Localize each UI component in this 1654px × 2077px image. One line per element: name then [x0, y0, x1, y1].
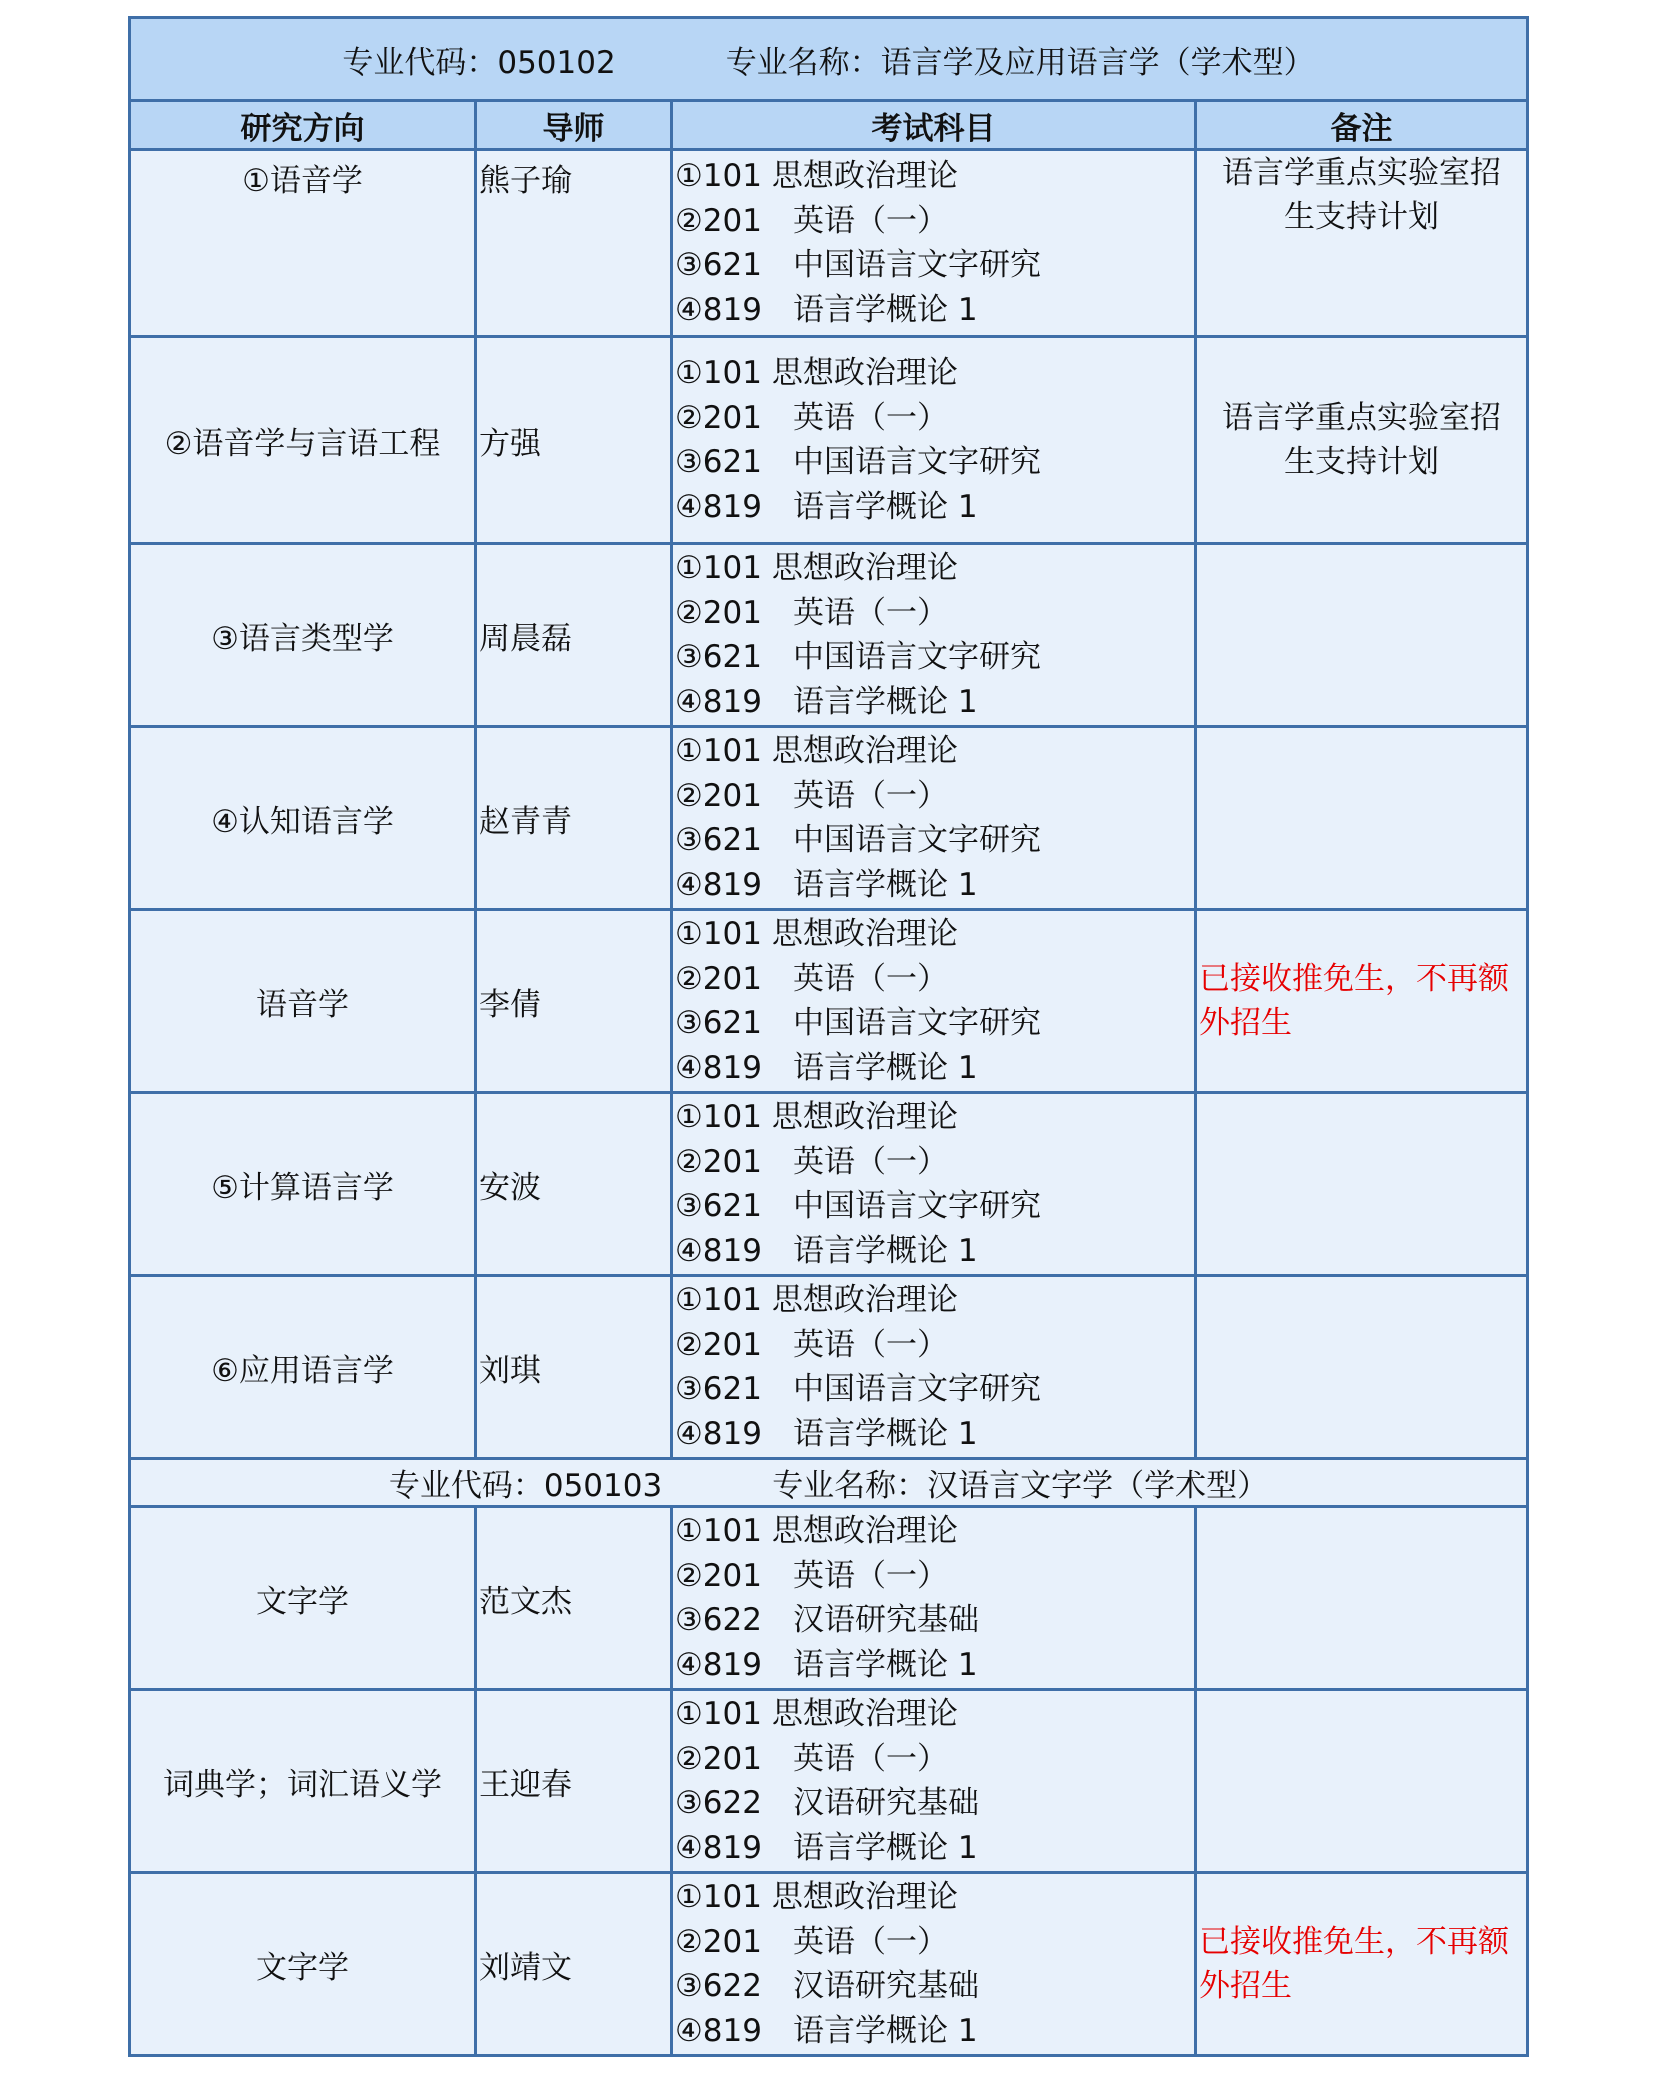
research-direction: ⑥应用语言学 — [130, 1276, 476, 1459]
research-direction: 语音学 — [130, 910, 476, 1093]
major-code: 专业代码：050102 — [342, 44, 616, 81]
table-row — [130, 150, 1528, 337]
exam-subject-item: ④819 语言学概论 1 — [675, 1646, 978, 1683]
table-row — [130, 544, 1528, 727]
exam-subjects — [672, 544, 1196, 727]
major-header-050103 — [130, 1459, 1528, 1507]
exam-subject-item: ①101 思想政治理论 — [675, 355, 958, 391]
tutor-name: 刘琪 — [476, 1276, 672, 1459]
table-row — [130, 727, 1528, 910]
research-direction: ②语音学与言语工程 — [130, 337, 476, 544]
exam-subjects — [672, 727, 1196, 910]
major-header-050102 — [130, 18, 1528, 101]
tutor-name: 熊子瑜 — [476, 150, 672, 337]
exam-subject-item: ①101 思想政治理论 — [675, 158, 958, 194]
admissions-table — [128, 16, 1529, 2057]
remark — [1196, 1873, 1528, 2056]
exam-subject-item: ②201 英语（一） — [675, 594, 948, 631]
table-row — [130, 1873, 1528, 2056]
exam-subjects — [672, 337, 1196, 544]
exam-subject-item: ④819 语言学概论 1 — [675, 1232, 978, 1269]
exam-subject-item: ②201 英语（一） — [675, 1923, 948, 1960]
major-code: 专业代码：050103 — [388, 1468, 663, 1504]
research-direction: ⑤计算语言学 — [130, 1093, 476, 1276]
table-row — [130, 1276, 1528, 1459]
exam-subject-item: ③621 中国语言文字研究 — [675, 444, 1041, 480]
column-header-subjects: 考试科目 — [672, 101, 1196, 150]
exam-subject-item: ②201 英语（一） — [675, 1557, 948, 1594]
exam-subject-item: ④819 语言学概论 1 — [675, 866, 978, 903]
major-name: 专业名称：语言学及应用语言学（学术型） — [725, 44, 1315, 81]
column-header-tutor: 导师 — [476, 101, 672, 150]
exam-subject-item: ②201 英语（一） — [675, 399, 948, 436]
exam-subject-item: ①101 思想政治理论 — [675, 1696, 958, 1732]
exam-subject-item: ④819 语言学概论 1 — [675, 1829, 978, 1866]
exam-subject-item: ③621 中国语言文字研究 — [675, 1005, 1041, 1041]
exam-subjects — [672, 1276, 1196, 1459]
exam-subjects — [672, 1507, 1196, 1690]
exam-subject-item: ④819 语言学概论 1 — [675, 291, 978, 328]
tutor-name: 范文杰 — [476, 1507, 672, 1690]
remark — [1196, 544, 1528, 727]
remark — [1196, 150, 1528, 337]
table-row — [130, 910, 1528, 1093]
exam-subject-item: ③621 中国语言文字研究 — [675, 1371, 1041, 1407]
tutor-name: 刘靖文 — [476, 1873, 672, 2056]
research-direction: ③语言类型学 — [130, 544, 476, 727]
exam-subject-item: ②201 英语（一） — [675, 777, 948, 814]
tutor-name: 周晨磊 — [476, 544, 672, 727]
exam-subject-item: ①101 思想政治理论 — [675, 733, 958, 769]
column-header-direction: 研究方向 — [130, 101, 476, 150]
exam-subject-item: ②201 英语（一） — [675, 202, 948, 239]
table-row — [130, 337, 1528, 544]
tutor-name: 李倩 — [476, 910, 672, 1093]
exam-subject-item: ④819 语言学概论 1 — [675, 683, 978, 720]
exam-subject-item: ①101 思想政治理论 — [675, 916, 958, 952]
tutor-name: 方强 — [476, 337, 672, 544]
exam-subject-item: ④819 语言学概论 1 — [675, 488, 978, 525]
remark — [1196, 1507, 1528, 1690]
exam-subject-item: ③622 汉语研究基础 — [675, 1602, 979, 1638]
exam-subjects — [672, 1690, 1196, 1873]
exam-subjects — [672, 1093, 1196, 1276]
remark — [1196, 727, 1528, 910]
exam-subjects — [672, 1873, 1196, 2056]
exam-subjects — [672, 150, 1196, 337]
exam-subject-item: ①101 思想政治理论 — [675, 1513, 958, 1549]
research-direction: 词典学；词汇语义学 — [130, 1690, 476, 1873]
research-direction: 文字学 — [130, 1873, 476, 2056]
exam-subject-item: ①101 思想政治理论 — [675, 1282, 958, 1318]
exam-subject-item: ③621 中国语言文字研究 — [675, 822, 1041, 858]
tutor-name: 安波 — [476, 1093, 672, 1276]
exam-subject-item: ④819 语言学概论 1 — [675, 1415, 978, 1452]
exam-subject-item: ②201 英语（一） — [675, 1143, 948, 1180]
exam-subject-item: ②201 英语（一） — [675, 1740, 948, 1777]
tutor-name: 赵青青 — [476, 727, 672, 910]
major-name: 专业名称：汉语言文字学（学术型） — [772, 1468, 1269, 1504]
remark-text: 语言学重点实验室招生支持计划 — [1222, 400, 1502, 480]
exam-subject-item: ①101 思想政治理论 — [675, 1099, 958, 1135]
exam-subject-item: ③622 汉语研究基础 — [675, 1968, 979, 2004]
remark — [1196, 1093, 1528, 1276]
exam-subjects — [672, 910, 1196, 1093]
remark-text: 已接收推免生，不再额外招生 — [1199, 1924, 1509, 2004]
research-direction: 文字学 — [130, 1507, 476, 1690]
remark-text: 语言学重点实验室招生支持计划 — [1222, 155, 1502, 235]
tutor-name: 王迎春 — [476, 1690, 672, 1873]
exam-subject-item: ③621 中国语言文字研究 — [675, 247, 1041, 283]
exam-subject-item: ④819 语言学概论 1 — [675, 2012, 978, 2049]
remark — [1196, 1276, 1528, 1459]
remark — [1196, 337, 1528, 544]
research-direction: ①语音学 — [130, 150, 476, 337]
remark — [1196, 910, 1528, 1093]
exam-subject-item: ③621 中国语言文字研究 — [675, 639, 1041, 675]
admissions-document — [128, 16, 1526, 2057]
remark — [1196, 1690, 1528, 1873]
table-row — [130, 1507, 1528, 1690]
column-header-remarks: 备注 — [1196, 101, 1528, 150]
research-direction: ④认知语言学 — [130, 727, 476, 910]
exam-subject-item: ①101 思想政治理论 — [675, 550, 958, 586]
table-row — [130, 1093, 1528, 1276]
exam-subject-item: ②201 英语（一） — [675, 1326, 948, 1363]
remark-text: 已接收推免生，不再额外招生 — [1199, 961, 1509, 1041]
exam-subject-item: ③621 中国语言文字研究 — [675, 1188, 1041, 1224]
exam-subject-item: ②201 英语（一） — [675, 960, 948, 997]
exam-subject-item: ④819 语言学概论 1 — [675, 1049, 978, 1086]
exam-subject-item: ③622 汉语研究基础 — [675, 1785, 979, 1821]
table-row — [130, 1690, 1528, 1873]
exam-subject-item: ①101 思想政治理论 — [675, 1879, 958, 1915]
